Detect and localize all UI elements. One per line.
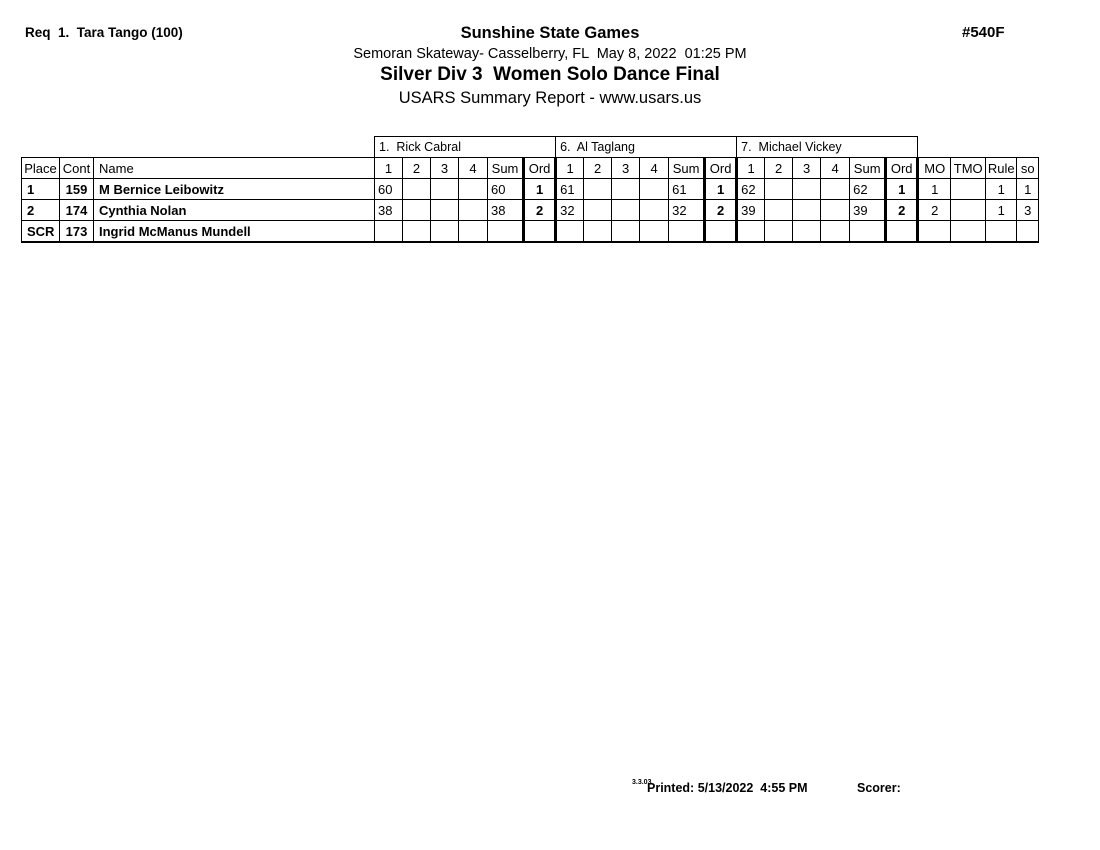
mo-cell: 1 <box>918 179 951 200</box>
col-header: 1 <box>737 158 765 179</box>
score-cell <box>612 221 640 243</box>
spacer-cell <box>918 137 1039 158</box>
ord-cell <box>886 221 918 243</box>
col-header: Ord <box>886 158 918 179</box>
ord-cell: 1 <box>705 179 737 200</box>
judge-header: 1. Rick Cabral <box>375 137 556 158</box>
score-cell <box>640 200 669 221</box>
dance-requirement: Req 1. Tara Tango (100) <box>25 25 183 40</box>
score-cell <box>765 179 793 200</box>
score-cell: 32 <box>556 200 584 221</box>
version-number: 3.3.03 <box>632 779 652 786</box>
place-cell: 2 <box>22 200 60 221</box>
venue-date-line: Semoran Skateway- Casselberry, FL May 8, 2022 01:25 PM <box>353 46 747 62</box>
rule-cell: 1 <box>986 200 1017 221</box>
col-header: 1 <box>375 158 403 179</box>
table-row <box>22 221 1039 243</box>
col-header: Name <box>94 158 375 179</box>
score-cell <box>821 221 850 243</box>
sum-cell: 32 <box>669 200 705 221</box>
table-row <box>22 200 1039 221</box>
score-cell <box>612 200 640 221</box>
score-cell <box>640 221 669 243</box>
col-header: 4 <box>640 158 669 179</box>
sum-cell: 39 <box>850 200 886 221</box>
col-header: Place <box>22 158 60 179</box>
name-cell: Cynthia Nolan <box>94 200 375 221</box>
score-cell <box>403 221 431 243</box>
col-header: 2 <box>584 158 612 179</box>
score-cell <box>459 179 488 200</box>
spacer-cell <box>22 137 375 158</box>
place-cell: 1 <box>22 179 60 200</box>
score-cell <box>765 200 793 221</box>
col-header: Ord <box>524 158 556 179</box>
col-header: 2 <box>765 158 793 179</box>
ord-cell: 1 <box>524 179 556 200</box>
score-cell: 38 <box>375 200 403 221</box>
so-cell <box>1017 221 1039 243</box>
score-cell <box>612 179 640 200</box>
score-cell <box>375 221 403 243</box>
col-header: 2 <box>403 158 431 179</box>
column-header-row <box>22 158 1039 179</box>
ord-cell: 2 <box>705 200 737 221</box>
score-cell <box>793 221 821 243</box>
ord-cell: 1 <box>886 179 918 200</box>
col-header: MO <box>918 158 951 179</box>
scorer-label: Scorer: <box>857 781 901 795</box>
score-cell <box>431 200 459 221</box>
sum-cell: 38 <box>488 200 524 221</box>
tmo-cell <box>951 179 986 200</box>
ord-cell <box>705 221 737 243</box>
place-cell: SCR <box>22 221 60 243</box>
score-cell <box>459 200 488 221</box>
score-cell <box>459 221 488 243</box>
score-cell <box>584 200 612 221</box>
score-cell <box>584 221 612 243</box>
cont-cell: 159 <box>60 179 94 200</box>
event-title: Silver Div 3 Women Solo Dance Final <box>380 64 720 85</box>
col-header: 3 <box>793 158 821 179</box>
score-cell <box>403 200 431 221</box>
name-cell: M Bernice Leibowitz <box>94 179 375 200</box>
ord-cell: 2 <box>524 200 556 221</box>
printed-timestamp: Printed: 5/13/2022 4:55 PM <box>647 781 808 795</box>
col-header: 4 <box>459 158 488 179</box>
judge-header: 6. Al Taglang <box>556 137 737 158</box>
score-cell <box>793 179 821 200</box>
col-header: 1 <box>556 158 584 179</box>
score-cell <box>793 200 821 221</box>
col-header: Rule <box>986 158 1017 179</box>
col-header: 4 <box>821 158 850 179</box>
score-cell <box>640 179 669 200</box>
tmo-cell <box>951 221 986 243</box>
col-header: Sum <box>488 158 524 179</box>
score-cell <box>737 221 765 243</box>
rule-cell <box>986 221 1017 243</box>
col-header: Sum <box>850 158 886 179</box>
mo-cell: 2 <box>918 200 951 221</box>
cont-cell: 173 <box>60 221 94 243</box>
judge-header: 7. Michael Vickey <box>737 137 918 158</box>
score-cell: 60 <box>375 179 403 200</box>
mo-cell <box>918 221 951 243</box>
col-header: TMO <box>951 158 986 179</box>
score-cell: 61 <box>556 179 584 200</box>
score-cell <box>821 200 850 221</box>
report-type: USARS Summary Report - www.usars.us <box>398 89 702 107</box>
name-cell: Ingrid McManus Mundell <box>94 221 375 243</box>
score-cell <box>431 179 459 200</box>
ord-cell <box>524 221 556 243</box>
score-cell <box>765 221 793 243</box>
so-cell: 1 <box>1017 179 1039 200</box>
tmo-cell <box>951 200 986 221</box>
col-header: so <box>1017 158 1039 179</box>
sum-cell <box>669 221 705 243</box>
score-cell <box>556 221 584 243</box>
col-header: Sum <box>669 158 705 179</box>
col-header: Ord <box>705 158 737 179</box>
sum-cell: 61 <box>669 179 705 200</box>
score-cell <box>584 179 612 200</box>
sum-cell <box>488 221 524 243</box>
cont-cell: 174 <box>60 200 94 221</box>
table-row <box>22 179 1039 200</box>
col-header: 3 <box>612 158 640 179</box>
judge-header-row <box>22 137 1039 158</box>
ord-cell: 2 <box>886 200 918 221</box>
sum-cell <box>850 221 886 243</box>
col-header: 3 <box>431 158 459 179</box>
sum-cell: 62 <box>850 179 886 200</box>
rule-cell: 1 <box>986 179 1017 200</box>
col-header: Cont <box>60 158 94 179</box>
score-cell: 62 <box>737 179 765 200</box>
competition-title: Sunshine State Games <box>460 24 640 42</box>
event-number: #540F <box>962 24 1005 41</box>
score-cell <box>431 221 459 243</box>
results-table <box>21 136 1039 243</box>
sum-cell: 60 <box>488 179 524 200</box>
score-cell <box>403 179 431 200</box>
score-cell <box>821 179 850 200</box>
score-cell: 39 <box>737 200 765 221</box>
so-cell: 3 <box>1017 200 1039 221</box>
